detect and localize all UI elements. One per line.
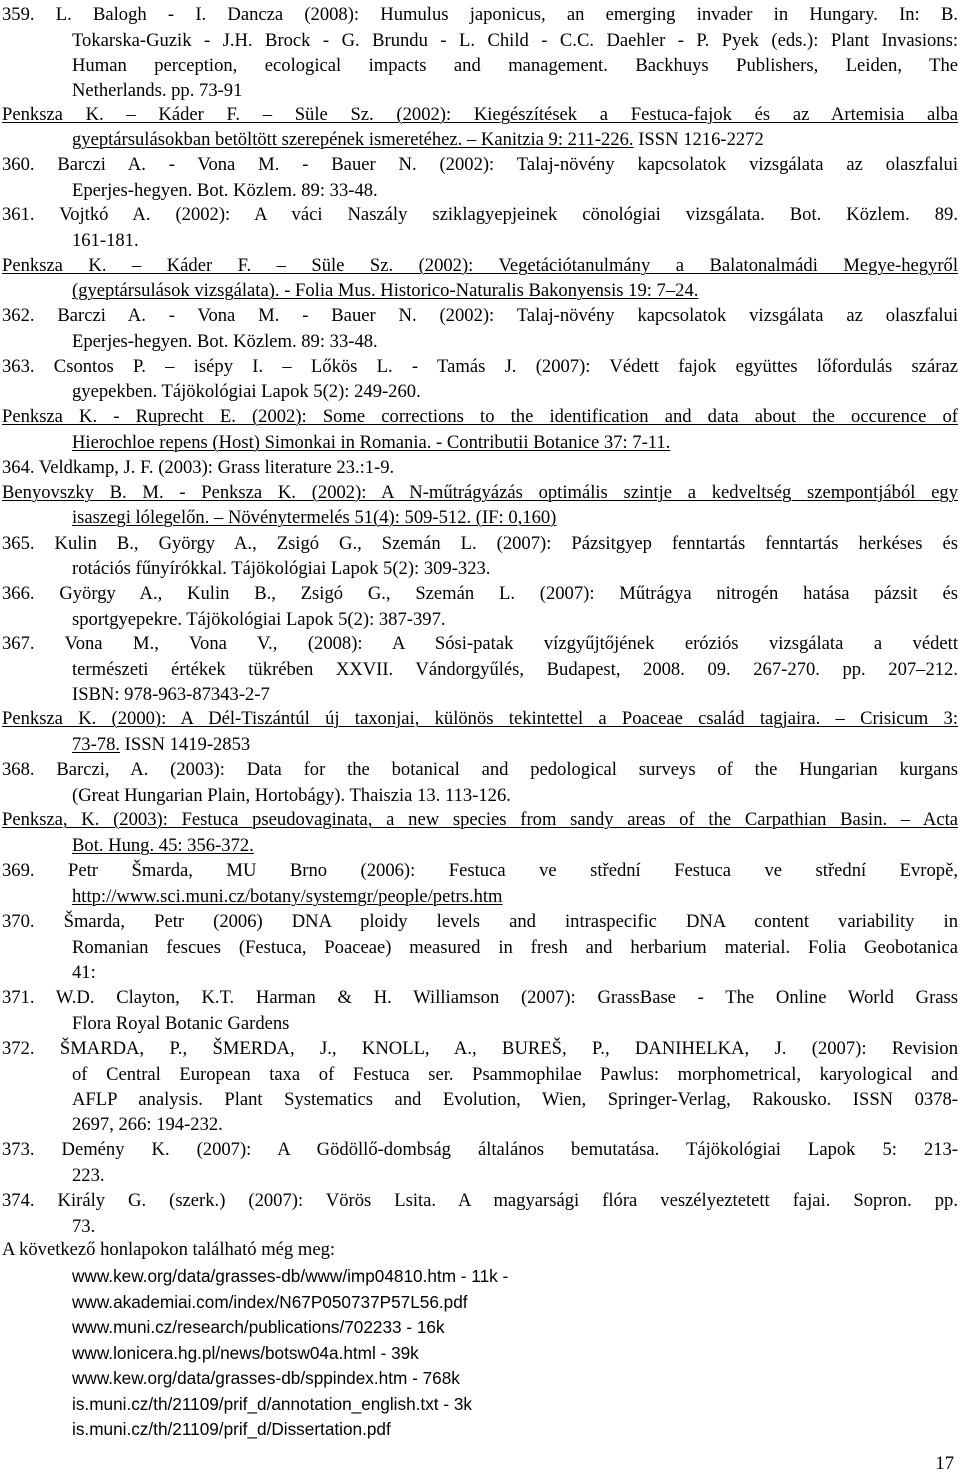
text-segment: 359. L. Balogh - I. Dancza (2008): Humulus japonicus, an emerging invader in Hungary. In: B. xyxy=(2,4,958,25)
text-segment: 360. Barczi A. - Vona M. - Bauer N. (2002): Talaj-növény kapcsolatok vizsgálata az olaszfalui xyxy=(2,154,958,175)
underlined-text: Bot. Hung. 45: 356-372. xyxy=(72,835,254,856)
reference-line xyxy=(2,581,958,607)
reference-line xyxy=(2,253,958,279)
text-segment: 373. Demény K. (2007): A Gödöllő-dombság általános bemutatása. Tájökológiai Lapok 5: 213- xyxy=(2,1139,958,1160)
text-segment: ISSN 1216-2272 xyxy=(633,129,764,150)
text-segment: 223. xyxy=(72,1165,105,1186)
text-segment: Tokarska-Guzik - J.H. Brock - G. Brundu - L. Child - C.C. Daehler - P. Pyek (eds.): Plant Invasions: xyxy=(72,30,958,51)
reference-line xyxy=(2,455,958,481)
reference-line xyxy=(72,1263,958,1289)
reference-line xyxy=(72,53,958,79)
underlined-text: (gyeptársulások vizsgálata). - Folia Mus. Historico-Naturalis Bakonyensis 19: 7–24. xyxy=(72,280,699,301)
underlined-text: http://www.sci.muni.cz/botany/systemgr/people/petrs.htm xyxy=(72,886,503,907)
text-segment: www.kew.org/data/grasses-db/www/imp04810.htm - 11k - xyxy=(72,1266,509,1286)
text-segment: Romanian fescues (Festuca, Poaceae) measured in fresh and herbarium material. Folia Geobotanica xyxy=(72,937,958,958)
underlined-text: isaszegi lólegelőn. – Növénytermelés 51(4): 509-512. (IF: 0,160) xyxy=(72,507,557,528)
underlined-text: Penksza K. - Ruprecht E. (2002): Some corrections to the identification and data about the occurence of xyxy=(2,406,958,427)
reference-line xyxy=(2,909,958,935)
text-segment: 363. Csontos P. – isépy I. – Lőkös L. - Tamás J. (2007): Védett fajok együttes lőfordulás száraz xyxy=(2,356,958,377)
text-segment: Flora Royal Botanic Gardens xyxy=(72,1013,290,1034)
text-segment: A következő honlapokon található még meg: xyxy=(2,1239,336,1260)
underlined-text: Penksza, K. (2003): Festuca pseudovaginata, a new species from sandy areas of the Carpathian Basin. – Acta xyxy=(2,809,958,830)
text-segment: természeti értékek tükrében XXVII. Vándorgyűlés, Budapest, 2008. 09. 267-270. pp. 207–212. xyxy=(72,659,958,680)
text-segment: 365. Kulin B., György A., Zsigó G., Szemán L. (2007): Pázsitgyep fenntartás fenntartás herkéses és xyxy=(2,533,958,554)
text-segment: AFLP analysis. Plant Systematics and Evolution, Wien, Springer-Verlag, Rakousko. ISSN 0378- xyxy=(72,1089,958,1110)
reference-line xyxy=(72,556,958,582)
text-segment: 369. Petr Šmarda, MU Brno (2006): Festuca ve střední Festuca ve střední Evropě, xyxy=(2,860,958,881)
text-segment: ISSN 1419-2853 xyxy=(120,734,251,755)
reference-line xyxy=(2,152,958,178)
reference-line xyxy=(2,303,958,329)
reference-line xyxy=(2,1036,958,1062)
text-segment: www.muni.cz/research/publications/702233 - 16k xyxy=(72,1317,445,1337)
text-segment: 41: xyxy=(72,962,96,983)
reference-line xyxy=(2,631,958,657)
text-segment: www.akademiai.com/index/N67P050737P57L56.pdf xyxy=(72,1292,468,1312)
text-segment: 372. ŠMARDA, P., ŠMERDA, J., KNOLL, A., BUREŠ, P., DANIHELKA, J. (2007): Revision xyxy=(2,1038,958,1059)
reference-line xyxy=(72,329,958,355)
text-segment: 361. Vojtkó A. (2002): A váci Naszály sziklagyepjeinek cönológiai vizsgálata. Bot. Közlem. 89. xyxy=(2,204,958,225)
reference-line xyxy=(72,1163,958,1189)
reference-line xyxy=(72,1011,958,1037)
page-number: 17 xyxy=(935,1453,954,1474)
reference-line xyxy=(72,732,958,758)
reference-line xyxy=(72,884,958,910)
reference-line xyxy=(72,127,958,153)
underlined-text: Penksza K. (2000): A Dél-Tiszántúl új taxonjai, különös tekintettel a Poaceae család tagjaira. – Crisicum 3: xyxy=(2,708,958,729)
reference-line xyxy=(72,1112,958,1138)
reference-line xyxy=(2,1137,958,1163)
underlined-text: gyeptársulásokban betöltött szerepének ismeretéhez. – Kanitzia 9: 211-226. xyxy=(72,129,634,150)
underlined-text: Hierochloe repens (Host) Simonkai in Romania. - Contributii Botanice 37: 7-11. xyxy=(72,432,671,453)
reference-line xyxy=(2,1188,958,1214)
reference-line xyxy=(72,1416,958,1442)
reference-line xyxy=(2,807,958,833)
text-segment: 73. xyxy=(72,1216,96,1237)
reference-line xyxy=(72,783,958,809)
underlined-text: Penksza K. – Káder F. – Süle Sz. (2002): Kiegészítések a Festuca-fajok és az Artemisia alba xyxy=(2,104,958,125)
reference-line xyxy=(72,1314,958,1340)
reference-line xyxy=(72,1087,958,1113)
reference-line xyxy=(72,1289,958,1315)
text-segment: of Central European taxa of Festuca ser. Psammophilae Pawlus: morphometrical, karyological and xyxy=(72,1064,958,1085)
text-segment: ISBN: 978-963-87343-2-7 xyxy=(72,684,270,705)
reference-line xyxy=(2,985,958,1011)
reference-line xyxy=(72,1062,958,1088)
text-segment: 371. W.D. Clayton, K.T. Harman & H. Williamson (2007): GrassBase - The Online World Grass xyxy=(2,987,958,1008)
text-segment: 364. Veldkamp, J. F. (2003): Grass literature 23.:1-9. xyxy=(2,457,395,478)
reference-line xyxy=(72,278,958,304)
reference-line xyxy=(72,682,958,708)
reference-line xyxy=(72,607,958,633)
reference-line xyxy=(2,858,958,884)
reference-line xyxy=(2,757,958,783)
reference-line xyxy=(72,1340,958,1366)
reference-line xyxy=(2,706,958,732)
reference-line xyxy=(72,28,958,54)
reference-line xyxy=(72,78,958,104)
text-segment: 366. György A., Kulin B., Zsigó G., Szemán L. (2007): Műtrágya nitrogén hatása pázsit és xyxy=(2,583,958,604)
underlined-text: Benyovszky B. M. - Penksza K. (2002): A N-műtrágyázás optimális szintje a kedveltség szempontjából egy xyxy=(2,482,958,503)
reference-line xyxy=(72,935,958,961)
reference-line xyxy=(72,228,958,254)
text-segment: Netherlands. pp. 73-91 xyxy=(72,80,243,101)
text-segment: is.muni.cz/th/21109/prif_d/Dissertation.pdf xyxy=(72,1419,391,1439)
reference-line xyxy=(72,833,958,859)
reference-line xyxy=(72,960,958,986)
reference-line xyxy=(2,1237,958,1263)
underlined-text: 73-78. xyxy=(72,734,121,755)
reference-line xyxy=(2,2,958,28)
text-segment: rotációs fűnyírókkal. Tájökológiai Lapok 5(2): 309-323. xyxy=(72,558,491,579)
reference-line xyxy=(2,531,958,557)
reference-line xyxy=(72,505,958,531)
reference-line xyxy=(2,480,958,506)
text-segment: is.muni.cz/th/21109/prif_d/annotation_english.txt - 3k xyxy=(72,1394,473,1414)
text-segment: 367. Vona M., Vona V., (2008): A Sósi-patak vízgyűjtőjének eróziós vizsgálata a védett xyxy=(2,633,958,654)
text-segment: Eperjes-hegyen. Bot. Közlem. 89: 33-48. xyxy=(72,180,378,201)
text-segment: 161-181. xyxy=(72,230,139,251)
reference-line xyxy=(2,202,958,228)
text-segment: 362. Barczi A. - Vona M. - Bauer N. (2002): Talaj-növény kapcsolatok vizsgálata az olaszfalui xyxy=(2,305,958,326)
text-segment: 2697, 266: 194-232. xyxy=(72,1114,223,1135)
underlined-text: Penksza K. – Káder F. – Süle Sz. (2002): Vegetációtanulmány a Balatonalmádi Megye-hegyről xyxy=(2,255,958,276)
text-segment: Eperjes-hegyen. Bot. Közlem. 89: 33-48. xyxy=(72,331,378,352)
text-segment: (Great Hungarian Plain, Hortobágy). Thaiszia 13. 113-126. xyxy=(72,785,511,806)
text-segment: www.kew.org/data/grasses-db/sppindex.htm - 768k xyxy=(72,1368,460,1388)
reference-line xyxy=(2,404,958,430)
text-segment: Human perception, ecological impacts and management. Backhuys Publishers, Leiden, The xyxy=(72,55,958,76)
reference-line xyxy=(72,430,958,456)
reference-line xyxy=(72,379,958,405)
reference-line xyxy=(72,1365,958,1391)
reference-line xyxy=(2,354,958,380)
reference-line xyxy=(72,657,958,683)
text-segment: gyepekben. Tájökológiai Lapok 5(2): 249-260. xyxy=(72,381,421,402)
text-segment: www.lonicera.hg.pl/news/botsw04a.html - 39k xyxy=(72,1343,419,1363)
reference-line xyxy=(72,1391,958,1417)
text-segment: 368. Barczi, A. (2003): Data for the botanical and pedological surveys of the Hungarian kurgans xyxy=(2,759,958,780)
text-segment: sportgyepekre. Tájökológiai Lapok 5(2): 387-397. xyxy=(72,609,446,630)
text-segment: 370. Šmarda, Petr (2006) DNA ploidy levels and intraspecific DNA content variability in xyxy=(2,911,958,932)
reference-line xyxy=(2,102,958,128)
text-segment: 374. Király G. (szerk.) (2007): Vörös Lsita. A magyarsági flóra veszélyeztetett fajai. Sopron. pp. xyxy=(2,1190,958,1211)
reference-line xyxy=(72,178,958,204)
